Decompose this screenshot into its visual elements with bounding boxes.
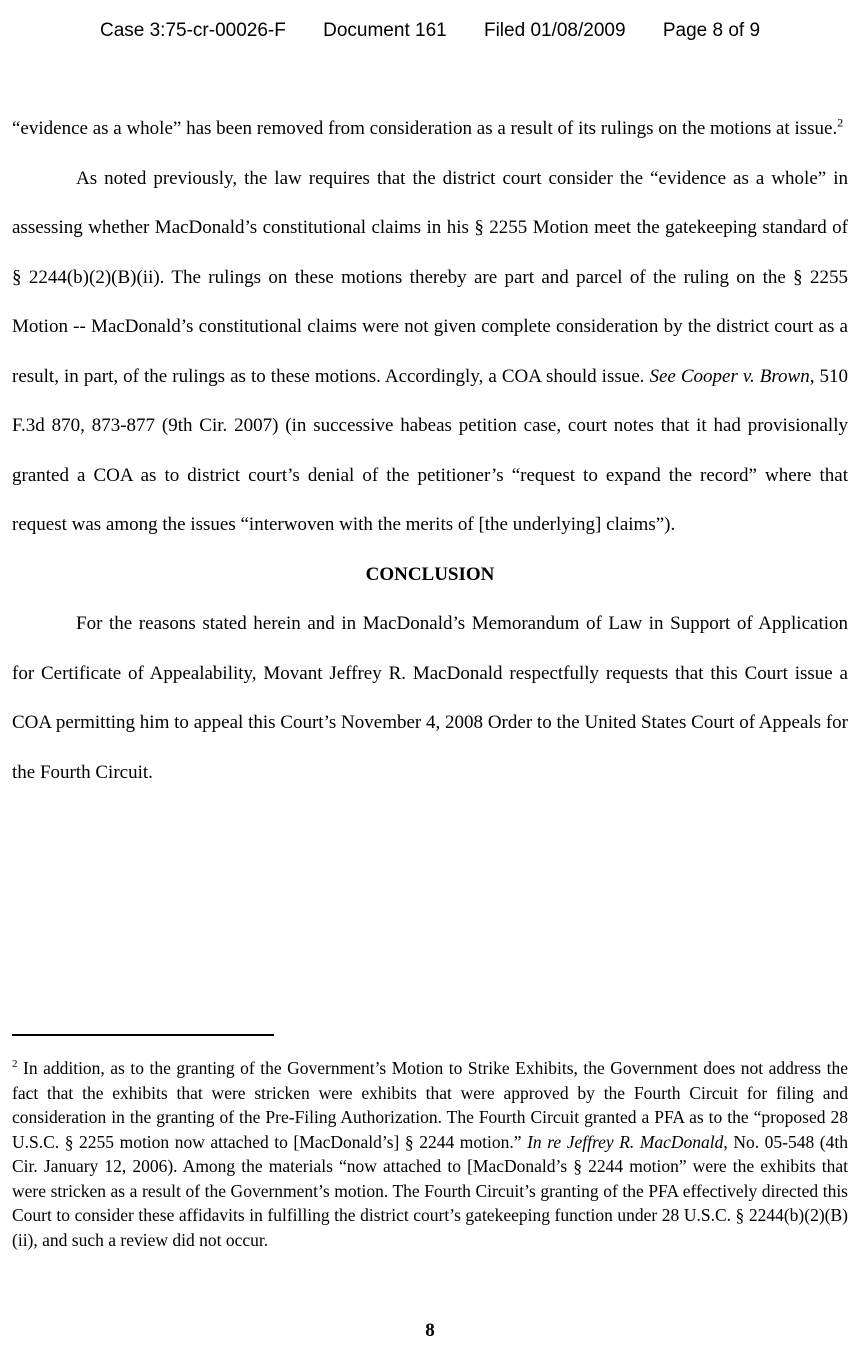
page-number: 8 <box>425 1320 435 1341</box>
footnote-divider <box>12 1034 274 1036</box>
footnote <box>12 1056 848 1252</box>
paragraph-2 <box>12 154 848 550</box>
footnote-text-b: , No. 05-548 (4th Cir. January 12, 2006). Among the materials “now attached to [MacDonald’s § 2244 motion” were the exhibits that were stricken as a result of the Government’s motion. The Fourth Circuit’s granting of the PFA effectively directed this Court to consider these affidavits in fulfilling the district court’s gatekeeping function under 28 U.S.C. § 2244(b)(2)(B)(ii), and such a review did not occur. <box>12 1131 848 1250</box>
footnote-text-a: In addition, as to the granting of the Government’s Motion to Strike Exhibits, the Government does not address the fact that the exhibits that were stricken were exhibits that were approved by the Fourth Circuit for filing and consideration in the granting of the Pre-Filing Authorization. The Fourth Circuit granted a PFA as to the “proposed 28 U.S.C. § 2255 motion now attached to [MacDonald’s] § 2244 motion.” <box>12 1058 848 1152</box>
case-citation: See Cooper v. Brown <box>649 365 810 387</box>
filed-date: Filed 01/08/2009 <box>483 20 626 41</box>
footnote-citation: In re Jeffrey R. MacDonald <box>527 1131 724 1152</box>
paragraph-1-text: “evidence as a whole” has been removed from consideration as a result of its rulings on the motions at issue. <box>12 118 838 139</box>
case-number: Case 3:75-cr-00026-F <box>99 20 286 41</box>
body-text <box>12 104 848 797</box>
page-indicator: Page 8 of 9 <box>662 20 761 41</box>
footnote-number: 2 <box>12 1058 18 1071</box>
document-number: Document 161 <box>323 20 447 41</box>
paragraph-2-text-a: As noted previously, the law requires that the district court consider the “evidence as a whole” in assessing whether MacDonald’s constitutional claims in his § 2255 Motion meet the gatekeeping standard of § 2244(b)(2)(B)(ii). The rulings on these motions thereby are part and parcel of the ruling on the § 2255 Motion -- MacDonald’s constitutional claims were not given complete consideration by the district court as a result, in part, of the rulings as to these motions. Accordingly, a COA should issue. <box>12 167 848 387</box>
paragraph-1 <box>12 104 848 154</box>
footnote-reference: 2 <box>837 115 844 130</box>
document-header <box>0 20 860 42</box>
paragraph-2-text-b: , 510 F.3d 870, 873-877 (9th Cir. 2007) (in successive habeas petition case, court notes that it had provisionally granted a COA as to district court’s denial of the petitioner’s “request to expand the record” where that request was among the issues “interwoven with the merits of [the underlying] claims”). <box>12 365 848 535</box>
conclusion-heading: CONCLUSION <box>365 563 495 585</box>
paragraph-3: For the reasons stated herein and in MacDonald’s Memorandum of Law in Support of Application for Certificate of Appealability, Movant Jeffrey R. MacDonald respectfully requests that this Court issue a COA permitting him to appeal this Court’s November 4, 2008 Order to the United States Court of Appeals for the Fourth Circuit. <box>12 613 848 783</box>
